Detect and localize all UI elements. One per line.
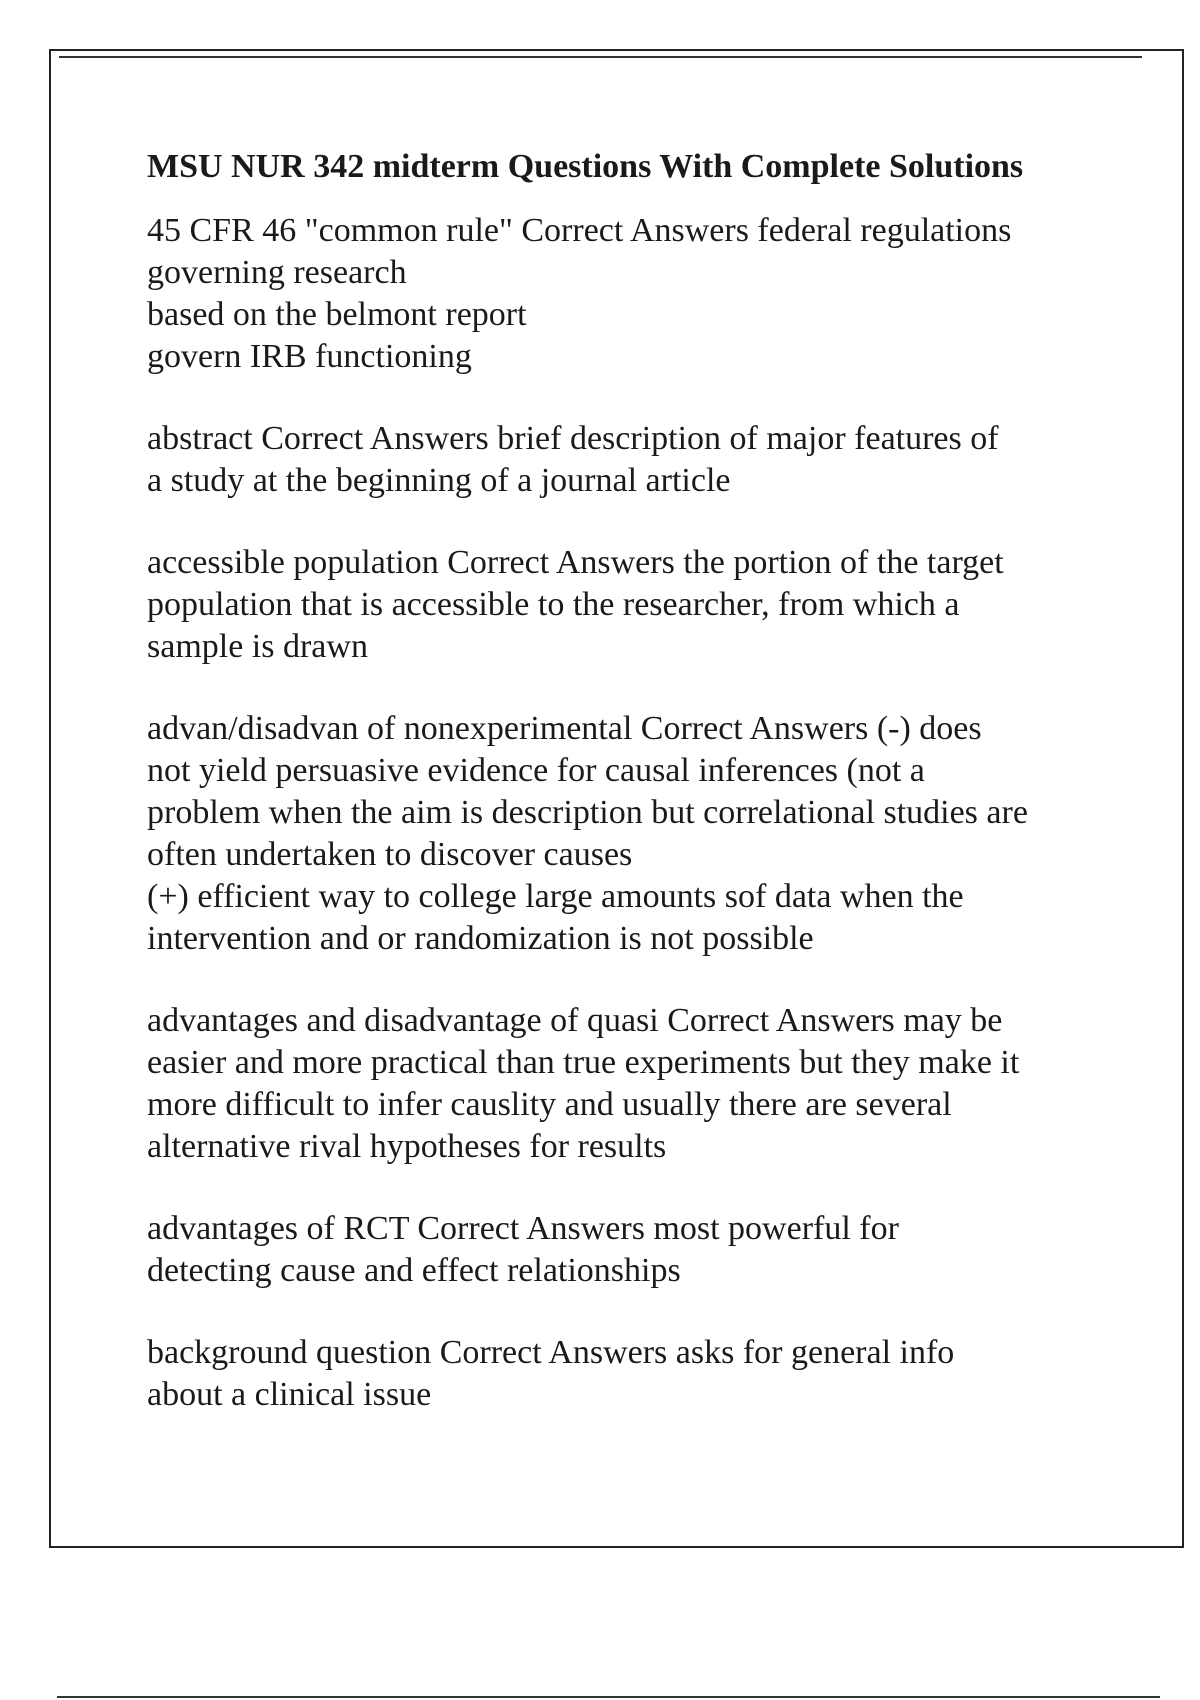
- entry-accessible-population: [147, 542, 1147, 668]
- entry-line: intervention and or randomization is not possible: [147, 920, 814, 957]
- entry-line: not yield persuasive evidence for causal inferences (not a: [147, 752, 925, 789]
- top-rule: [59, 56, 1142, 58]
- document-body: [147, 146, 1147, 1456]
- entry-line: detecting cause and effect relationships: [147, 1252, 681, 1289]
- entry-line: population that is accessible to the researcher, from which a: [147, 586, 960, 623]
- entry-abstract: [147, 418, 1147, 502]
- entry-line: advantages of RCT Correct Answers most powerful for: [147, 1210, 899, 1247]
- entry-line: easier and more practical than true experiments but they make it: [147, 1044, 1020, 1081]
- entry-line: govern IRB functioning: [147, 338, 472, 375]
- entry-line: sample is drawn: [147, 628, 368, 665]
- entry-line: abstract Correct Answers brief description of major features of: [147, 420, 999, 457]
- entry-nonexperimental: [147, 708, 1147, 960]
- entry-line: alternative rival hypotheses for results: [147, 1128, 667, 1165]
- entry-line: governing research: [147, 254, 407, 291]
- document-title: MSU NUR 342 midterm Questions With Complete Solutions: [147, 148, 1024, 185]
- entry-background-question: [147, 1332, 1147, 1416]
- entry-rct: [147, 1208, 1147, 1292]
- entry-line: often undertaken to discover causes: [147, 836, 633, 873]
- entry-line: a study at the beginning of a journal article: [147, 462, 731, 499]
- entry-line: (+) efficient way to college large amounts sof data when the: [147, 878, 964, 915]
- entry-quasi: [147, 1000, 1147, 1168]
- entry-line: about a clinical issue: [147, 1376, 432, 1413]
- entry-line: 45 CFR 46 "common rule" Correct Answers federal regulations: [147, 212, 1012, 249]
- entry-line: advantages and disadvantage of quasi Correct Answers may be: [147, 1002, 1003, 1039]
- bottom-rule: [57, 1696, 1160, 1698]
- entry-line: problem when the aim is description but correlational studies are: [147, 794, 1028, 831]
- entry-line: based on the belmont report: [147, 296, 527, 333]
- entry-line: accessible population Correct Answers the portion of the target: [147, 544, 1004, 581]
- page-frame: [49, 49, 1184, 1548]
- entry-line: background question Correct Answers asks for general info: [147, 1334, 955, 1371]
- entry-common-rule: [147, 210, 1147, 378]
- entry-line: more difficult to infer causlity and usually there are several: [147, 1086, 952, 1123]
- entry-line: advan/disadvan of nonexperimental Correct Answers (-) does: [147, 710, 982, 747]
